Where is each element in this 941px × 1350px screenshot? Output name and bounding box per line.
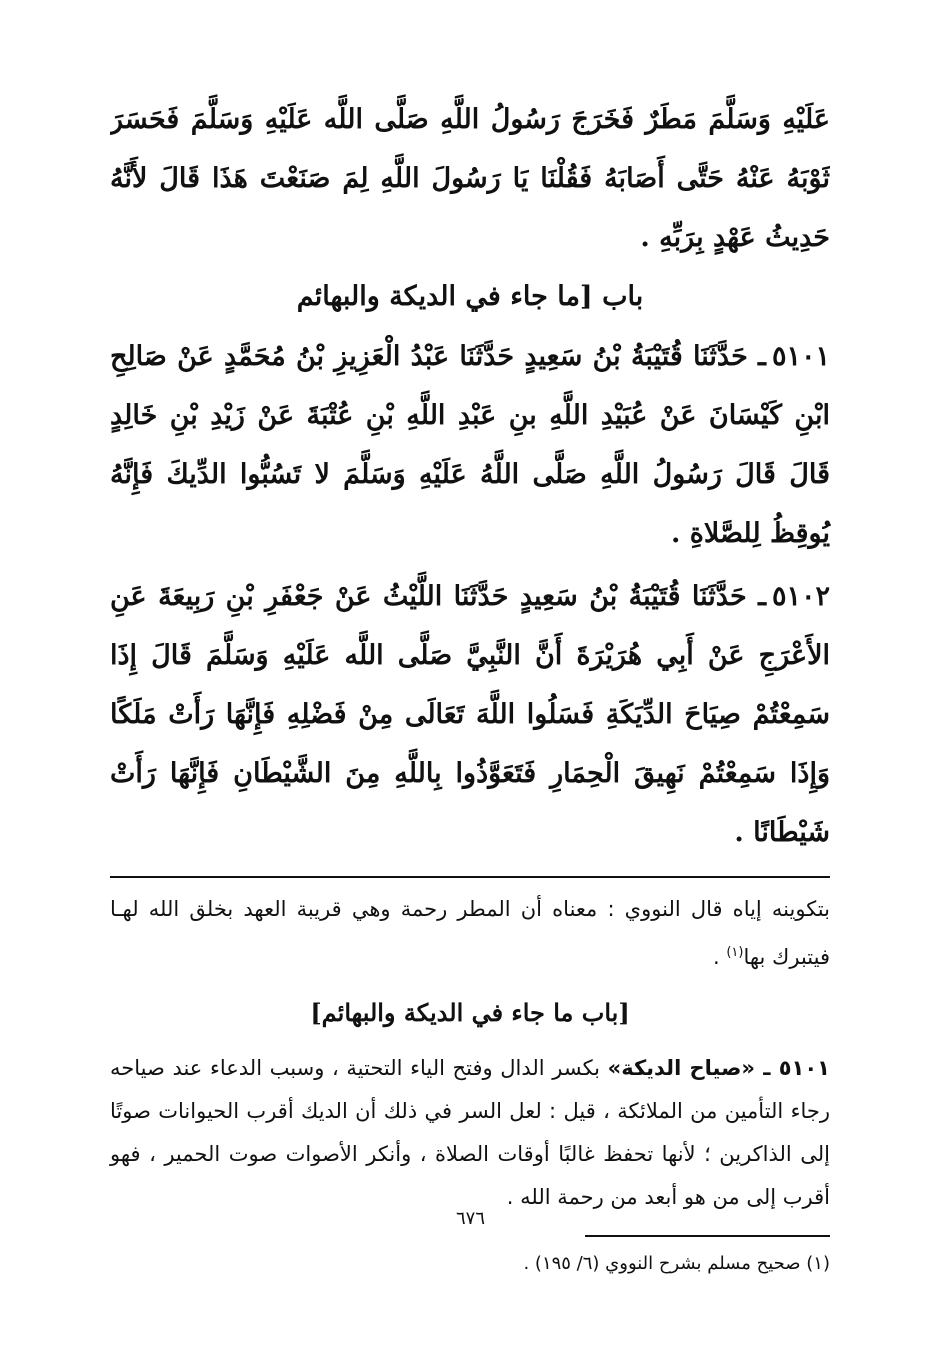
footnote-ref: (١) xyxy=(726,945,744,960)
hadith-5101 xyxy=(110,327,830,563)
page-number: ٦٧٦ xyxy=(455,1208,485,1229)
hadith-text: ـ حَدَّثَنَا قُتَيْبَةُ بْنُ سَعِيدٍ حَدَّثَنَا عَبْدُ الْعَزِيزِ بْنُ مُحَمَّدٍ عَنْ صَالِحِ ابْنِ كَيْسَانَ عَنْ عُبَيْدِ اللَّهِ بنِ عَبْدِ اللَّهِ بْنِ عُتْبَةَ عَنْ زَيْدِ بْنِ خَالِدٍ قَالَ قَالَ رَسُولُ اللَّهِ صَلَّى اللَّهُ عَلَيْهِ وَسَلَّمَ لا تَسُبُّوا الدِّيكَ فَإِنَّهُ يُوقِظُ لِلصَّلاةِ . xyxy=(110,341,830,549)
commentary-chapter-heading: [باب ما جاء في الديكة والبهائم] xyxy=(310,998,630,1027)
footnote-divider xyxy=(585,1235,830,1237)
commentary-text: بكسر الدال وفتح الياء التحتية ، وسبب الدعاء عند صياحه رجاء التأمين من الملائكة ، قيل : لعل السر في ذلك أن الديك أقرب الحيوانات صوتًا إلى الذاكرين ؛ لأنها تحفظ غالبًا أوقات الصلاة ، وأنكر الأصوات صوت الحمير ، فهو أقرب إلى من هو أبعد من رحمة الله . xyxy=(110,1056,830,1209)
commentary-lead: ـ «صياح الديكة» xyxy=(607,1056,779,1080)
commentary-5101 xyxy=(110,1047,830,1219)
hadith-text: ـ حَدَّثَنَا قُتَيْبَةُ بْنُ سَعِيدٍ حَدَّثَنَا اللَّيْثُ عَنْ جَعْفَرِ بْنِ رَبِيعَةَ عَنِ الأَعْرَجِ عَنْ أَبِي هُرَيْرَةَ أَنَّ النَّبِيَّ صَلَّى اللَّه عَلَيْهِ وَسَلَّمَ قَالَ إِذَا سَمِعْتُمْ صِيَاحَ الدِّيَكَةِ فَسَلُوا اللَّهَ تَعَالَى مِنْ فَضْلِهِ فَإِنَّهَا رَأَتْ مَلَكًا وَإِذَا سَمِعْتُمْ نَهِيقَ الْحِمَارِ فَتَعَوَّذُوا بِاللَّهِ مِنَ الشَّيْطَانِ فَإِنَّهَا رَأَتْ شَيْطَانًا . xyxy=(110,581,830,848)
commentary-top-end: . xyxy=(712,945,727,969)
hadith-number: ٥١٠١ xyxy=(771,341,830,372)
hadith-number: ٥١٠٢ xyxy=(771,581,830,612)
book-page xyxy=(110,90,830,1320)
hadith-5102 xyxy=(110,567,830,862)
commentary-number: ٥١٠١ xyxy=(778,1056,830,1080)
continuation-paragraph: عَلَيْهِ وَسَلَّمَ مَطَرٌ فَخَرَجَ رَسُولُ اللَّهِ صَلَّى اللَّه عَلَيْهِ وَسَلَّمَ فَحَسَرَ ثَوْبَهُ عَنْهُ حَتَّى أَصَابَهُ فَقُلْنَا يَا رَسُولَ اللَّهِ لِمَ صَنَعْتَ هَذَا قَالَ لأَنَّهُ حَدِيثُ عَهْدٍ بِرَبِّهِ . xyxy=(110,104,830,253)
commentary-top-text: بتكوينه إياه قال النووي : معناه أن المطر رحمة وهي قريبة العهد بخلق الله لهـا فيتبرك بها xyxy=(110,897,830,969)
commentary-top xyxy=(110,888,830,979)
commentary-divider xyxy=(110,876,830,878)
footnote: (١) صحيح مسلم بشرح النووي (٦/ ١٩٥) . xyxy=(523,1253,830,1274)
chapter-heading: باب [ما جاء في الديكة والبهائم xyxy=(296,281,644,312)
